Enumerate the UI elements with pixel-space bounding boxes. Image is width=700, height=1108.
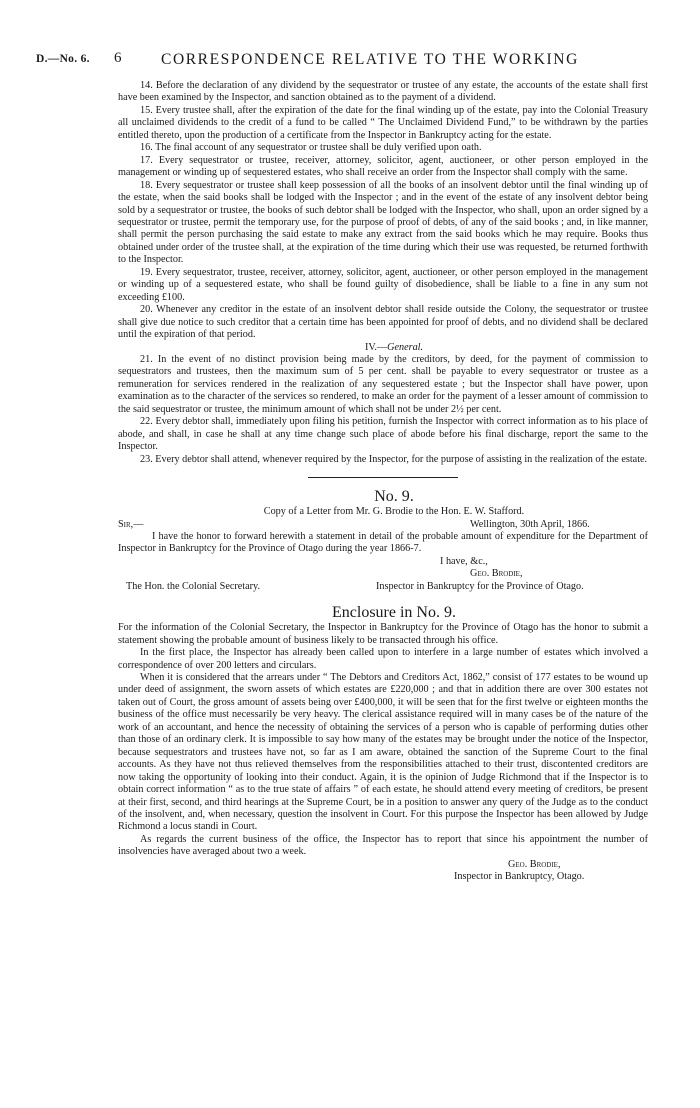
page-header bbox=[36, 50, 664, 70]
letter-signature: Geo. Brodie, bbox=[470, 568, 523, 580]
enclosure-signature: Geo. Brodie, bbox=[508, 858, 561, 870]
rule-paragraph: 22. Every debtor shall, immediately upon filing his petition, furnish the Inspector with correct information as to his place of abode, and shall, in case he shall at any time change such place of abode before his final discharge, report the same to the Inspector. bbox=[118, 416, 648, 453]
enclosure-paragraph: As regards the current business of the office, the Inspector has to report that since his appointment the number of insolvencies have averaged about two a week. bbox=[118, 833, 648, 858]
letter-caption: Copy of a Letter from Mr. G. Brodie to the Hon. E. W. Stafford. bbox=[263, 506, 525, 518]
rule-paragraph: 19. Every sequestrator, trustee, receiver, attorney, solicitor, agent, auctioneer, or other person employed in the management or winding up of a sequestered estate, who shall be found guilty of disobedience, shall be liable to a fine in any sum not exceeding £100. bbox=[118, 266, 648, 303]
letter-addressee: The Hon. the Colonial Secretary. bbox=[126, 580, 260, 592]
enclosure-paragraph: When it is considered that the arrears under “ The Debtors and Creditors Act, 1862,” consist of 177 estates to be wound up under deed of assignment, the sworn assets of which estates are £220,000 ; and that in addition there are over 300 estates not taken out of Court, the gross amount of assets being over £400,000, it will be seen that for the first twelve or eighteen months the business of the office must necessarily be very heavy. The clerical assistance required will in many cases be of the nature of the work of an accountant, and hence the necessity of obtaining the services of a person who is capable of performing duties other than those of an ordinary clerk. It is impossible to say how many of the estates may be brought under the notice of the Inspector, because sequestrators and trustees have not, so far as I am aware, obtained the sanction of the Supreme Court to the final accounts. As they have not thus relieved themselves from the responsibilities attached to their trust, discontented creditors are now taking the opportunity of looking into their conduct. Again, it is the opinion of Judge Richmond that if the Inspector is to obtain correct information “ as to the true state of affairs ” of each estate, he should attend every meeting of creditors, be present at their first, second, and third hearings at the Supreme Court, be in a position to answer any query of the Judge as to the conduct of the insolvent, and, when necessary, question the insolvent in Court. For this purpose the Inspector has been allowed by Judge Richmond a locus standi in Court. bbox=[118, 671, 648, 833]
closing-row bbox=[118, 556, 648, 568]
enclosure-paragraph: In the first place, the Inspector has already been called upon to interfere in a large number of estates which involved a correspondence of over 200 letters and circulars. bbox=[118, 647, 648, 671]
signature-row bbox=[118, 568, 648, 580]
letter-closing: I have, &c., bbox=[440, 555, 488, 567]
rule-paragraph: 23. Every debtor shall attend, whenever required by the Inspector, for the purpose of assisting in the realization of the estate. bbox=[140, 453, 648, 465]
letter-heading: No. 9. bbox=[374, 488, 414, 506]
salutation-row bbox=[118, 519, 648, 531]
rule-paragraph: 17. Every sequestrator or trustee, receiver, attorney, solicitor, agent, auctioneer, or other person employed in the management or winding up of sequestered estates, who shall receive an order from the Inspector shall comply with the same. bbox=[118, 154, 648, 179]
page-number: 6 bbox=[114, 50, 122, 66]
enclosure-paragraph: For the information of the Colonial Secretary, the Inspector in Bankruptcy for the Province of Otago has the honor to submit a statement showing the probable amount of business likely to be transacted through his office. bbox=[118, 622, 648, 646]
running-title: CORRESPONDENCE RELATIVE TO THE WORKING bbox=[161, 51, 579, 68]
rule-paragraph: 14. Before the declaration of any dividend by the sequestrator or trustee of any estate, the accounts of the estate shall first have been examined by the Inspector, and sanction obtained as to the payment of a dividend. bbox=[118, 80, 648, 104]
general-heading bbox=[118, 342, 648, 354]
letter-section bbox=[118, 488, 648, 593]
page-body bbox=[118, 80, 648, 884]
rules-section bbox=[118, 80, 648, 342]
enclosure-signature-row bbox=[118, 859, 648, 871]
general-rules-section bbox=[118, 354, 648, 466]
enclosure-signatory-title: Inspector in Bankruptcy, Otago. bbox=[454, 871, 585, 883]
enclosure-section bbox=[118, 604, 648, 883]
rule-paragraph: 18. Every sequestrator or trustee shall keep possession of all the books of an insolvent debtor until the final winding up of the estate, when the said books shall be lodged with the Inspector ; and in the event of the estate of any insolvent debtor being sold by a sequestrator or trustee, the books of such debtor shall be lodged with the Inspector, who shall, upon an order signed by a sequestrator or trustee, permit the temporary use, for the purpose of proof of debts, of any of the said books ; and, in like manner, shall permit the person purchasing the said estate to make any extract from the said books which he may require. Books thus obtained under order of the trustee shall, at the expiration of the time during which their use was requested, be returned forthwith to the Inspector. bbox=[118, 179, 648, 266]
enclosure-heading: Enclosure in No. 9. bbox=[332, 604, 456, 622]
place-date: Wellington, 30th April, 1866. bbox=[470, 518, 590, 530]
document-number: D.—No. 6. bbox=[36, 53, 90, 65]
letter-body: I have the honor to forward herewith a statement in detail of the probable amount of expenditure for the Department of Inspector in Bankruptcy for the Province of Otago during the year 1866-7. bbox=[118, 530, 648, 555]
salutation: Sir,— bbox=[118, 518, 144, 530]
general-heading-text: General. bbox=[387, 341, 424, 353]
section-divider bbox=[308, 477, 458, 478]
rule-paragraph: 21. In the event of no distinct provision being made by the creditors, by deed, for the payment of commission to sequestrators and trustees, then the maximum sum of 5 per cent. shall be payable to every sequestrator or trustee as a remuneration for services rendered in the realization of any sequestered estate ; but the Inspector shall have power, upon examination as to the character of the services so rendered, to make an order for the payment of a lesser amount of commission to the said sequestrator or trustee, the minimum amount of which shall not be under 2½ per cent. bbox=[118, 353, 648, 415]
rule-paragraph: 15. Every trustee shall, after the expiration of the date for the final winding up of the estate, pay into the Colonial Treasury all unclaimed dividends to the credit of a fund to be called “ The Unclaimed Dividend Fund,” to be withdrawn by the parties entitled thereto, upon the production of a certificate from the Inspector in Bankruptcy acting for the estate. bbox=[118, 104, 648, 141]
addressee-row bbox=[118, 581, 648, 593]
rule-paragraph: 20. Whenever any creditor in the estate of an insolvent debtor shall reside outside the Colony, the sequestrator or trustee shall give due notice to such creditor that a certain time has been appointed for proof of debts, and no dividend shall be declared until the expiration of that period. bbox=[118, 304, 648, 341]
general-heading-number: IV.— bbox=[364, 341, 388, 353]
letter-signatory-title: Inspector in Bankruptcy for the Province of Otago. bbox=[376, 580, 584, 592]
spacer bbox=[118, 593, 648, 604]
enclosure-title-row bbox=[118, 871, 648, 883]
rule-paragraph: 16. The final account of any sequestrator or trustee shall be duly verified upon oath. bbox=[140, 142, 482, 154]
